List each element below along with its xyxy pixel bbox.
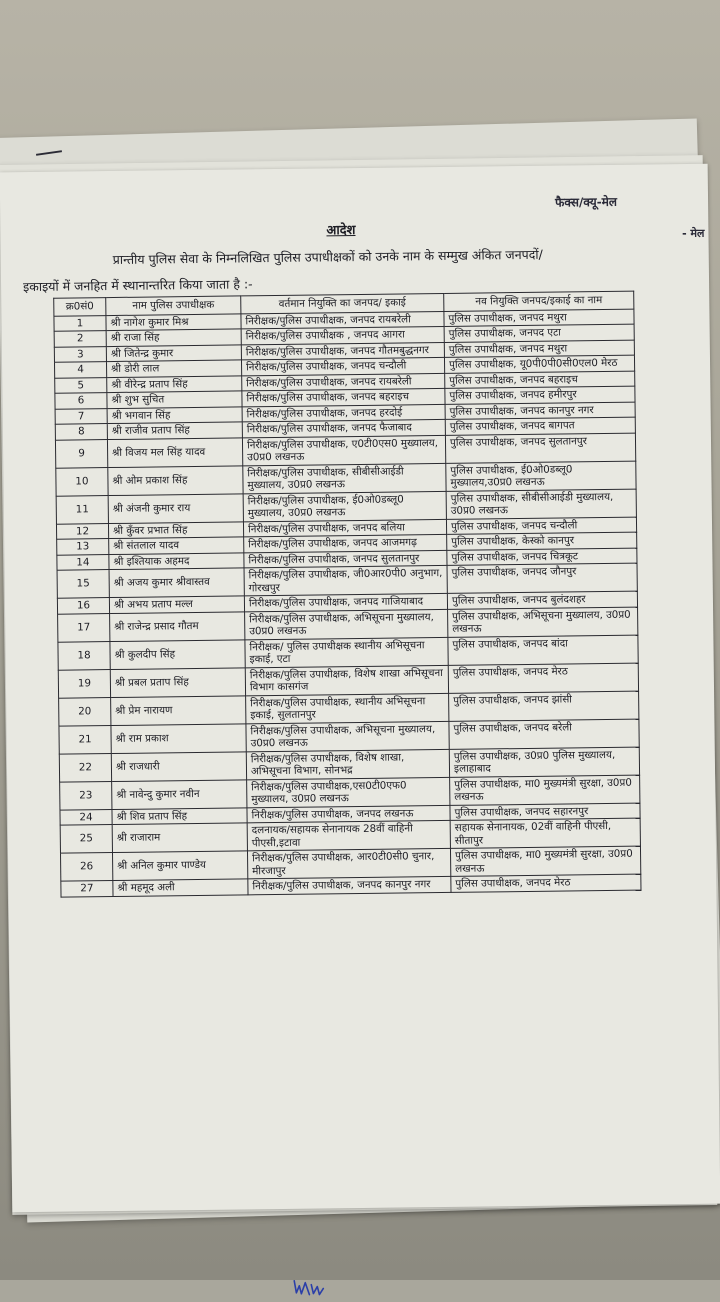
officer-name-cell: श्री प्रेम नारायण	[111, 695, 246, 725]
intro-text-line-1: प्रान्तीय पुलिस सेवा के निम्नलिखित पुलिस उपाधीक्षकों को उनके नाम के सम्मुख अंकित जनपदों/	[112, 246, 543, 267]
officer-name-cell: श्री अभय प्रताप मल्ल	[109, 596, 244, 613]
current-posting-cell: निरीक्षक/पुलिस उपाधीक्षक, स्थानीय अभिसूचना इकाई, सुलतानपुर	[246, 693, 449, 723]
officer-name-cell: श्री संतलाल यादव	[109, 537, 244, 554]
officer-name-cell: श्री वीरेन्द्र प्रताप सिंह	[107, 375, 242, 392]
officer-name-cell: श्री ओम प्रकाश सिंह	[108, 465, 243, 495]
current-posting-cell: निरीक्षक/पुलिस उपाधीक्षक, विशेष शाखा, अभिसूचना विभाग, सोनभद्र	[246, 749, 449, 779]
officer-name-cell: श्री डोरी लाल	[106, 360, 241, 377]
officer-name-cell: श्री अनिल कुमार पाण्डेय	[112, 851, 247, 881]
serial-cell: 27	[61, 881, 113, 897]
serial-cell: 2	[54, 331, 106, 347]
new-posting-cell: पुलिस उपाधीक्षक, जनपद चित्रकूट	[447, 548, 637, 566]
current-posting-cell: निरीक्षक/पुलिस उपाधीक्षक, जनपद लखनऊ	[247, 805, 450, 823]
serial-cell: 18	[58, 641, 110, 670]
current-posting-cell: निरीक्षक/पुलिस उपाधीक्षक, जनपद चन्दौली	[241, 357, 444, 375]
current-posting-cell: निरीक्षक/पुलिस उपाधीक्षक, जनपद रायबरेली	[241, 311, 444, 329]
current-posting-cell: निरीक्षक/पुलिस उपाधीक्षक, जनपद हरदोई	[242, 404, 445, 422]
new-posting-cell: पुलिस उपाधीक्षक, जनपद बहराइच	[445, 371, 635, 389]
serial-cell: 22	[59, 753, 111, 782]
officer-name-cell: श्री नावेन्दु कुमार नवीन	[112, 779, 247, 809]
new-posting-cell: सहायक सेनानायक, 02वीं वाहिनी पीएसी, सीतापुर	[450, 818, 640, 848]
serial-cell: 26	[60, 853, 112, 882]
current-posting-cell: दलनायक/सहायक सेनानायक 28वीं वाहिनी पीएसी,इटावा	[247, 820, 450, 850]
new-posting-cell: पुलिस उपाधीक्षक, अभिसूचना मुख्यालय, उ0प्र0 लखनऊ	[448, 607, 638, 637]
serial-cell: 10	[56, 467, 108, 496]
current-posting-cell: निरीक्षक/पुलिस उपाधीक्षक, जनपद सुलतानपुर	[244, 550, 447, 568]
serial-cell: 23	[60, 781, 112, 810]
officer-name-cell: श्री शुभ सुचित	[107, 391, 242, 408]
officer-name-cell: श्री राम प्रकाश	[111, 723, 246, 753]
officer-name-cell: श्री राजेन्द्र प्रसाद गौतम	[110, 611, 245, 641]
new-posting-cell: पुलिस उपाधीक्षक, जनपद चन्दौली	[446, 517, 636, 535]
new-posting-cell: पुलिस उपाधीक्षक, जनपद सहारनपुर	[450, 803, 640, 821]
serial-cell: 15	[57, 570, 109, 599]
new-posting-cell: पुलिस उपाधीक्षक, मा0 मुख्यमंत्री सुरक्षा, उ0प्र0 लखनऊ	[450, 846, 640, 876]
new-posting-cell: पुलिस उपाधीक्षक, जनपद बांदा	[448, 635, 638, 665]
serial-cell: 9	[55, 439, 107, 468]
current-posting-cell: निरीक्षक/पुलिस उपाधीक्षक, ई0ओ0डब्लू0 मुख्यालय, उ0प्र0 लखनऊ	[243, 491, 446, 521]
intro-text-line-2: इकाइयों में जनहित में स्थानान्तरित किया जाता है :-	[22, 276, 253, 295]
serial-cell: 7	[55, 408, 107, 424]
serial-cell: 4	[54, 362, 106, 378]
table-body	[54, 309, 641, 897]
new-posting-cell: पुलिस उपाधीक्षक, जनपद बरेली	[449, 719, 639, 749]
new-posting-cell: पुलिस उपाधीक्षक, जनपद मेरठ	[448, 663, 638, 693]
column-header-name: नाम पुलिस उपाधीक्षक	[106, 296, 241, 315]
officer-name-cell: श्री भगवान सिंह	[107, 406, 242, 423]
new-posting-cell: पुलिस उपाधीक्षक, केस्को कानपुर	[447, 532, 637, 550]
serial-cell: 20	[59, 697, 111, 726]
new-posting-cell: पुलिस उपाधीक्षक, जनपद कानपुर नगर	[445, 402, 635, 420]
new-posting-cell: पुलिस उपाधीक्षक, जनपद सुलतानपुर	[445, 433, 635, 463]
officer-name-cell: श्री प्रबल प्रताप सिंह	[110, 667, 245, 697]
officer-name-cell: श्री नागेश कुमार मिश्र	[106, 313, 241, 330]
current-posting-cell: निरीक्षक/पुलिस उपाधीक्षक, अभिसूचना मुख्यालय, उ0प्र0 लखनऊ	[245, 609, 448, 639]
serial-cell: 21	[59, 725, 111, 754]
serial-cell: 24	[60, 809, 112, 825]
current-posting-cell: निरीक्षक/पुलिस उपाधीक्षक, जनपद गौतमबुद्धनगर	[241, 342, 444, 360]
fax-stamp-back-sheet: - मेल	[681, 226, 705, 241]
new-posting-cell: पुलिस उपाधीक्षक, मा0 मुख्यमंत्री सुरक्षा, उ0प्र0 लखनऊ	[450, 775, 640, 805]
new-posting-cell: पुलिस उपाधीक्षक, जनपद मथुरा	[444, 309, 634, 327]
current-posting-cell: निरीक्षक/पुलिस उपाधीक्षक, जनपद गाजियाबाद	[244, 593, 447, 611]
officer-name-cell: श्री शिव प्रताप सिंह	[112, 807, 247, 824]
serial-cell: 3	[54, 346, 106, 362]
current-posting-cell: निरीक्षक/पुलिस उपाधीक्षक, जनपद फैजाबाद	[242, 419, 445, 437]
new-posting-cell: पुलिस उपाधीक्षक, जनपद बुलंदशहर	[447, 591, 637, 609]
serial-cell: 25	[60, 825, 112, 854]
serial-cell: 13	[57, 539, 109, 555]
serial-cell: 6	[55, 393, 107, 409]
new-posting-cell: पुलिस उपाधीक्षक, जनपद जौनपुर	[447, 563, 637, 593]
officer-name-cell: श्री राजा सिंह	[106, 329, 241, 346]
current-posting-cell: निरीक्षक/पुलिस उपाधीक्षक, जनपद कानपुर नगर	[248, 876, 451, 894]
column-header-current-posting: वर्तमान नियुक्ति का जनपद/ इकाई	[241, 293, 444, 313]
new-posting-cell: पुलिस उपाधीक्षक, जनपद बागपत	[445, 417, 635, 435]
serial-cell: 8	[55, 424, 107, 440]
current-posting-cell: निरीक्षक/पुलिस उपाधीक्षक, जी0आर0पी0 अनुभाग, गोरखपुर	[244, 565, 447, 595]
officer-name-cell: श्री राजीव प्रताप सिंह	[107, 422, 242, 439]
new-posting-cell: पुलिस उपाधीक्षक, उ0प्र0 पुलिस मुख्यालय, इलाहाबाद	[449, 747, 639, 777]
new-posting-cell: पुलिस उपाधीक्षक, जनपद एटा	[444, 324, 634, 342]
officer-name-cell: श्री महमूद अली	[113, 879, 248, 896]
column-header-new-posting: नव नियुक्ति जनपद/इकाई का नाम	[444, 291, 634, 311]
current-posting-cell: निरीक्षक/पुलिस उपाधीक्षक, अभिसूचना मुख्यालय, उ0प्र0 लखनऊ	[246, 721, 449, 751]
serial-cell: 11	[56, 495, 108, 524]
new-posting-cell: पुलिस उपाधीक्षक, सीबीसीआईडी मुख्यालय, उ0प्र0 लखनऊ	[446, 489, 636, 519]
serial-cell: 12	[56, 523, 108, 539]
transfer-table	[53, 291, 641, 898]
current-posting-cell: निरीक्षक/पुलिस उपाधीक्षक, जनपद रायबरेली	[242, 373, 445, 391]
officer-name-cell: श्री अंजनी कुमार राय	[108, 493, 243, 523]
officer-name-cell: श्री कुलदीप सिंह	[110, 639, 245, 669]
officer-name-cell: श्री विजय मल सिंह यादव	[107, 437, 242, 467]
document-title: आदेश	[326, 223, 356, 239]
new-posting-cell: पुलिस उपाधीक्षक, ई0ओ0डब्लू0 मुख्यालय,उ0प्र0 लखनऊ	[446, 461, 636, 491]
officer-name-cell: श्री इश्तियाक अहमद	[109, 552, 244, 569]
officer-name-cell: श्री कुँवर प्रभात सिंह	[108, 521, 243, 538]
serial-cell: 16	[57, 598, 109, 614]
new-posting-cell: पुलिस उपाधीक्षक, यू0पी0पी0सी0एल0 मेरठ	[444, 355, 634, 373]
new-posting-cell: पुलिस उपाधीक्षक, जनपद हमीरपुर	[445, 386, 635, 404]
new-posting-cell: पुलिस उपाधीक्षक, जनपद मेरठ	[451, 874, 641, 892]
current-posting-cell: निरीक्षक/पुलिस उपाधीक्षक, विशेष शाखा अभिसूचना विभाग कासगंज	[245, 665, 448, 695]
serial-cell: 1	[54, 315, 106, 331]
current-posting-cell: निरीक्षक/पुलिस उपाधीक्षक, जनपद आजमगढ़	[244, 534, 447, 552]
current-posting-cell: निरीक्षक/पुलिस उपाधीक्षक,एस0टी0एफ0 मुख्यालय, उ0प्र0 लखनऊ	[247, 777, 450, 807]
serial-cell: 19	[58, 669, 110, 698]
officer-name-cell: श्री राजधारी	[111, 751, 246, 781]
current-posting-cell: निरीक्षक/पुलिस उपाधीक्षक , जनपद आगरा	[241, 326, 444, 344]
serial-cell: 5	[55, 377, 107, 393]
column-header-serial: क्र0सं0	[54, 298, 106, 316]
officer-name-cell: श्री जितेन्द्र कुमार	[106, 344, 241, 361]
current-posting-cell: निरीक्षक/पुलिस उपाधीक्षक, सीबीसीआईडी मुख्यालय, उ0प्र0 लखनऊ	[243, 463, 446, 493]
current-posting-cell: निरीक्षक/पुलिस उपाधीक्षक, ए0टी0एस0 मुख्यालय, उ0प्र0 लखनऊ	[242, 435, 445, 465]
officer-name-cell: श्री राजाराम	[112, 823, 247, 853]
fax-stamp: फैक्स/क्यू-मेल	[554, 194, 618, 210]
serial-cell: 17	[58, 613, 110, 642]
new-posting-cell: पुलिस उपाधीक्षक, जनपद झांसी	[449, 691, 639, 721]
officer-name-cell: श्री अजय कुमार श्रीवास्तव	[109, 568, 244, 598]
new-posting-cell: पुलिस उपाधीक्षक, जनपद मथुरा	[444, 340, 634, 358]
current-posting-cell: निरीक्षक/पुलिस उपाधीक्षक, आर0टी0सी0 चुनार, मीरजापुर	[247, 848, 450, 878]
order-document	[0, 164, 720, 1213]
current-posting-cell: निरीक्षक/ पुलिस उपाधीक्षक स्थानीय अभिसूचना इकाई, एटा	[245, 637, 448, 667]
current-posting-cell: निरीक्षक/पुलिस उपाधीक्षक, जनपद बहराइच	[242, 388, 445, 406]
serial-cell: 14	[57, 554, 109, 570]
current-posting-cell: निरीक्षक/पुलिस उपाधीक्षक, जनपद बलिया	[243, 519, 446, 537]
